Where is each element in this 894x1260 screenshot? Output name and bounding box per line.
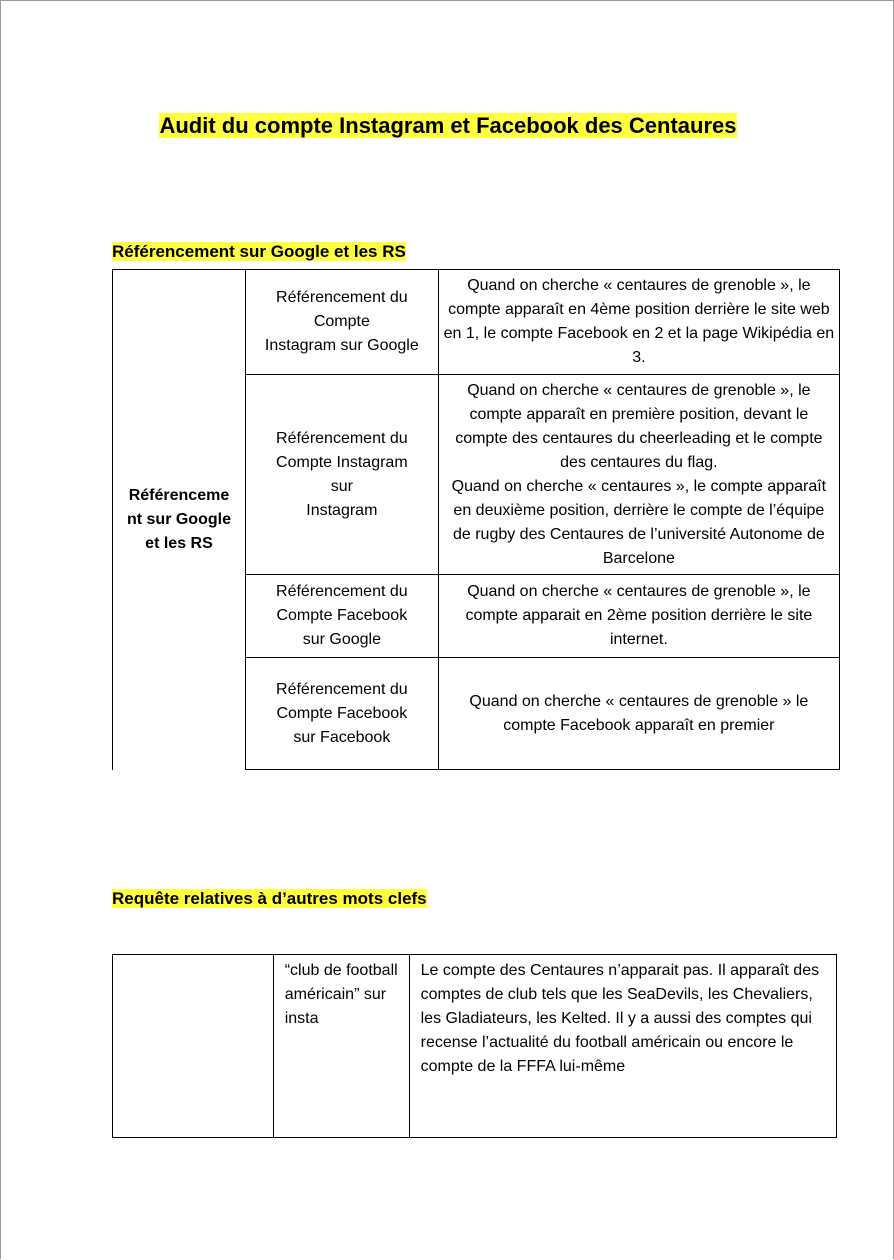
row-label-line: Compte [313, 313, 370, 330]
table-row [113, 955, 837, 1138]
empty-cell [113, 955, 274, 1138]
row-label-cell [245, 270, 438, 375]
section-heading-referencement: Référencement sur Google et les RS [112, 242, 406, 261]
group-label: Référenceme nt sur Google et les RS [126, 486, 231, 552]
row-label-cell [245, 575, 438, 658]
row-text: Quand on cherche « centaures », le compte apparaît en deuxième position, derrière le compte de l’équipe de rugby des Centaures de l’université Autonome de Barcelone [451, 477, 827, 567]
row-label-line: sur Facebook [293, 728, 391, 746]
requetes-table [112, 954, 837, 1138]
row-text: Quand on cherche « centaures de grenoble », le compte apparaît en première position, devant le compte des centaures du cheerleading et le compte des centaures du flag. [455, 381, 823, 471]
document-title-wrap [1, 111, 894, 141]
row-text: Le compte des Centaures n’apparait pas. Il apparaît des comptes de club tels que les SeaDevils, les Chevaliers, les Gladiateurs, les Kelted. Il y a aussi des comptes qui recense l’actualité du football américain ou encore le compte de la FFFA lui-même [420, 962, 820, 1075]
row-keyword: “club de football américain” sur insta [284, 962, 398, 1027]
section-heading-referencement-wrap [112, 241, 406, 263]
row-label-line: Référencement du [276, 583, 408, 600]
row-text: Quand on cherche « centaures de grenoble », le compte apparaît en 4ème position derrière le site web en 1, le compte Facebook en 2 et la page Wikipédia en 3. [443, 277, 835, 366]
referencement-table [112, 269, 840, 770]
row-label-line: Compte Facebook [276, 704, 408, 722]
row-label-line: sur [330, 477, 353, 495]
table-row [113, 270, 840, 375]
row-label-line: Référencement du [276, 429, 408, 447]
row-text: Quand on cherche « centaures de grenoble », le compte apparait en 2ème position derrière le site internet. [465, 583, 813, 648]
row-text-cell [409, 955, 836, 1138]
row-label-line: Référencement du [276, 289, 408, 306]
section-heading-requetes-wrap [112, 888, 427, 910]
row-text-cell [438, 375, 839, 575]
row-text-cell [438, 270, 839, 375]
row-label-cell [245, 658, 438, 770]
group-label-cell [113, 270, 246, 770]
row-label-line: Instagram sur Google [264, 337, 419, 354]
row-text: Quand on cherche « centaures de grenoble » le compte Facebook apparaît en premier [469, 692, 809, 734]
document-title: Audit du compte Instagram et Facebook des Centaures [159, 113, 737, 138]
row-label-line: Référencement du [276, 680, 408, 698]
row-label-line: sur Google [302, 631, 381, 648]
keyword-cell [273, 955, 409, 1138]
row-label-line: Compte Instagram [276, 453, 408, 471]
row-text-cell [438, 658, 839, 770]
row-label-line: Instagram [306, 501, 378, 519]
row-text-cell [438, 575, 839, 658]
row-label-line: Compte Facebook [276, 607, 408, 624]
section-heading-requetes: Requête relatives à d’autres mots clefs [112, 889, 427, 908]
row-label-cell [245, 375, 438, 575]
